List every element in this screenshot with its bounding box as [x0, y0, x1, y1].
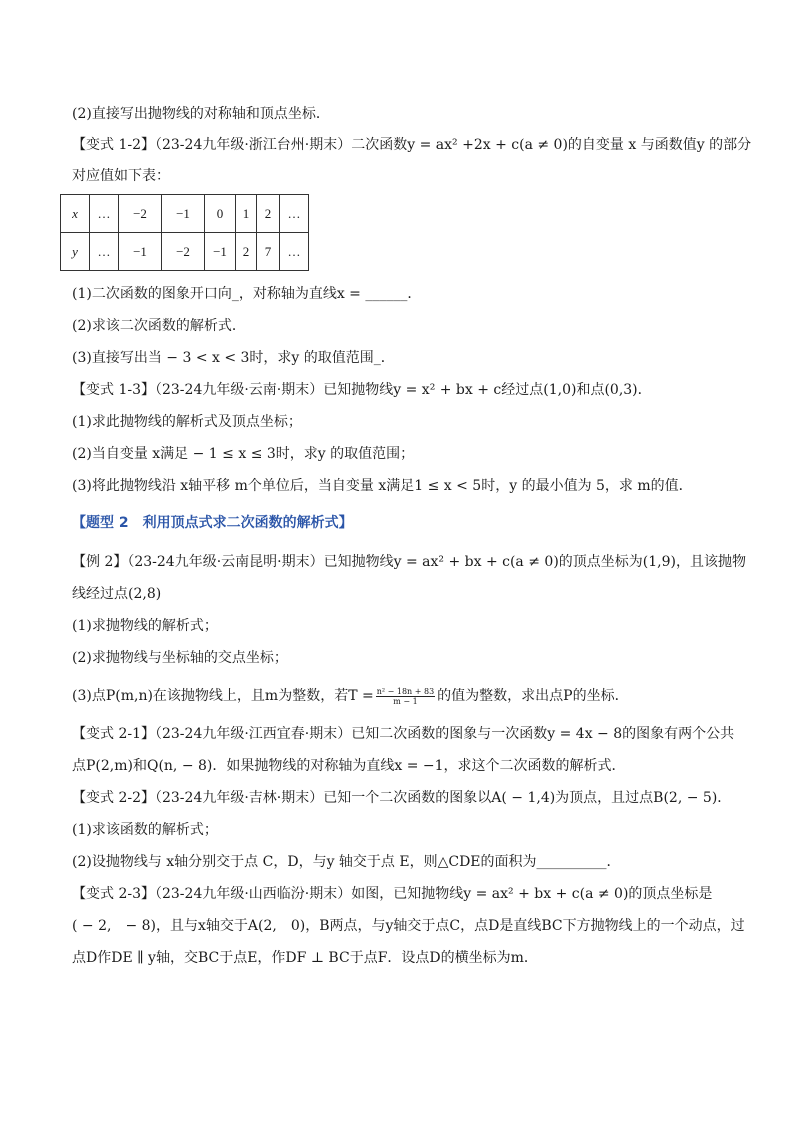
text-line: (2)求该二次函数的解析式．: [72, 318, 246, 334]
value-table: [60, 194, 309, 271]
text-line: 点D作DE ∥ y轴，交BC于点E，作DF ⊥ BC于点F．设点D的横坐标为m．: [72, 950, 538, 966]
section-heading: 【题型 2 利用顶点式求二次函数的解析式】: [72, 515, 353, 531]
text-segment: (3)点P(m,n)在该抛物线上，且m为整数，若T =: [72, 688, 374, 704]
table-cell: −2: [119, 195, 162, 233]
fraction: [376, 687, 435, 706]
text-line: 【例 2】（23-24九年级·云南昆明·期末）已知抛物线y = ax² + bx + c(a ≠ 0)的顶点坐标为(1,9)，且该抛物: [72, 554, 746, 570]
text-line: ( − 2, − 8)，且与x轴交于A(2, 0)，B两点，与y轴交于点C，点D是直线BC下方抛物线上的一个动点，过: [72, 918, 745, 934]
text-line: 对应值如下表：: [72, 168, 170, 184]
table-row: [61, 195, 309, 233]
table-cell: …: [280, 233, 309, 271]
text-line: (1)二次函数的图象开口向_，对称轴为直线x = ______．: [72, 286, 422, 302]
text-line: (2)设抛物线与 x轴分别交于点 C，D，与y 轴交于点 E，则△CDE的面积为__________．: [72, 854, 621, 870]
table-cell: −1: [162, 195, 205, 233]
table-cell: −1: [119, 233, 162, 271]
table-cell: y: [61, 233, 90, 271]
table-cell: 1: [236, 195, 257, 233]
text-line: 点P(2,m)和Q(n, − 8)．如果抛物线的对称轴为直线x = −1，求这个二次函数的解析式．: [72, 758, 626, 774]
table-cell: 2: [257, 195, 280, 233]
text-line: (2)当自变量 x满足 − 1 ≤ x ≤ 3时，求y 的取值范围；: [72, 446, 415, 462]
text-segment: 的值为整数，求出点P的坐标．: [437, 688, 629, 704]
text-line: 【变式 1-2】（23-24九年级·浙江台州·期末）二次函数y = ax² +2x + c(a ≠ 0)的自变量 x 与函数值y 的部分: [72, 137, 752, 153]
table-cell: 0: [205, 195, 236, 233]
text-line: 【变式 2-1】（23-24九年级·江西宜春·期末）已知二次函数的图象与一次函数y = 4x − 8的图象有两个公共: [72, 726, 735, 742]
text-line: (1)求抛物线的解析式；: [72, 618, 218, 634]
table-cell: 7: [257, 233, 280, 271]
text-line-with-fraction: [72, 686, 629, 706]
table-cell: 2: [236, 233, 257, 271]
text-line: 【变式 2-2】（23-24九年级·吉林·期末）已知一个二次函数的图象以A( − 1,4)为顶点，且过点B(2, − 5)．: [72, 790, 732, 806]
table-cell: x: [61, 195, 90, 233]
fraction-numerator: n² − 18n + 83: [376, 686, 435, 696]
table-cell: −2: [162, 233, 205, 271]
text-line: (2)直接写出抛物线的对称轴和顶点坐标．: [72, 106, 330, 122]
text-line: (3)直接写出当 − 3 < x < 3时，求y 的取值范围_．: [72, 350, 395, 366]
table-row: [61, 233, 309, 271]
text-line: 线经过点(2,8): [72, 586, 162, 602]
text-line: 【变式 2-3】（23-24九年级·山西临汾·期末）如图，已知抛物线y = ax² + bx + c(a ≠ 0)的顶点坐标是: [72, 886, 713, 902]
table-cell: …: [280, 195, 309, 233]
text-line: (2)求抛物线与坐标轴的交点坐标；: [72, 650, 288, 666]
table-cell: −1: [205, 233, 236, 271]
text-line: (1)求此抛物线的解析式及顶点坐标；: [72, 414, 302, 430]
text-line: 【变式 1-3】（23-24九年级·云南·期末）已知抛物线y = x² + bx + c经过点(1,0)和点(0,3)．: [72, 382, 652, 398]
text-line: (1)求该函数的解析式；: [72, 822, 218, 838]
fraction-denominator: m − 1: [393, 696, 418, 706]
text-line: (3)将此抛物线沿 x轴平移 m个单位后，当自变量 x满足1 ≤ x < 5时，y 的最小值为 5，求 m的值．: [72, 478, 693, 494]
table-cell: …: [90, 233, 119, 271]
table-cell: …: [90, 195, 119, 233]
